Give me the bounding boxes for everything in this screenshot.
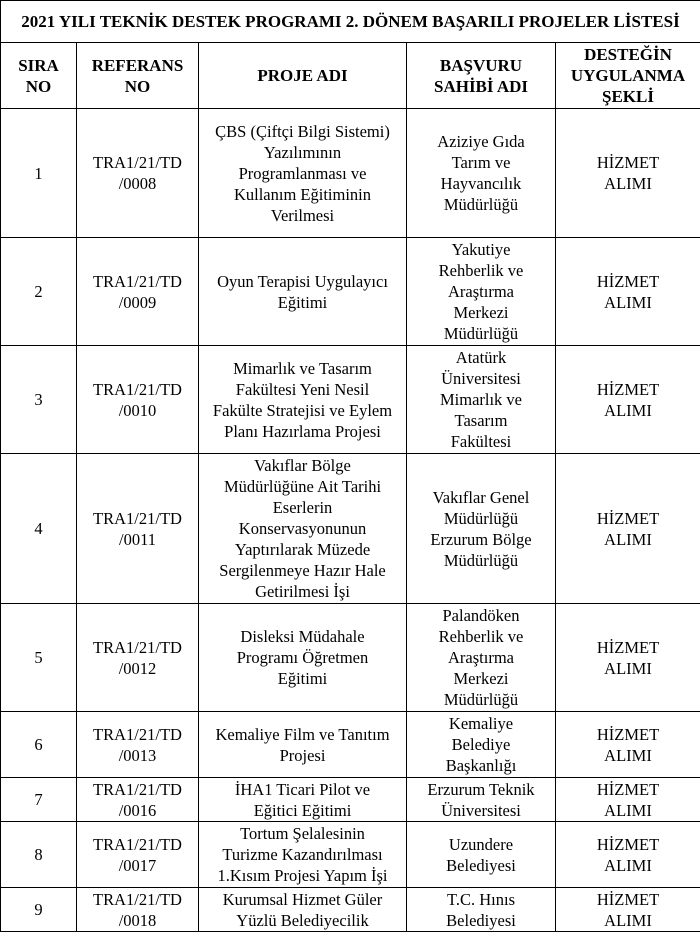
header-row [1,43,700,109]
destek-cell: HİZMET ALIMI [556,604,700,712]
header-basvuru-sahibi: BAŞVURU SAHİBİ ADI [407,43,556,109]
header-destek-sekli: DESTEĞİN UYGULANMA ŞEKLİ [556,43,700,109]
destek-cell: HİZMET ALIMI [556,888,700,932]
basvuru-cell: Yakutiye Rehberlik ve Araştırma Merkezi Müdürlüğü [407,238,556,346]
referans-cell: TRA1/21/TD /0018 [77,888,199,932]
referans-cell: TRA1/21/TD /0012 [77,604,199,712]
sira-cell: 5 [1,604,77,712]
title-row [1,1,700,43]
referans-cell: TRA1/21/TD /0017 [77,822,199,888]
table-row [1,888,700,932]
basvuru-cell: Kemaliye Belediye Başkanlığı [407,712,556,778]
proje-cell: İHA1 Ticari Pilot ve Eğitici Eğitimi [199,778,407,822]
table-row [1,454,700,604]
table-row [1,778,700,822]
table-row [1,346,700,454]
basvuru-cell: Uzundere Belediyesi [407,822,556,888]
destek-cell: HİZMET ALIMI [556,454,700,604]
referans-cell: TRA1/21/TD /0009 [77,238,199,346]
sira-cell: 2 [1,238,77,346]
referans-cell: TRA1/21/TD /0013 [77,712,199,778]
proje-cell: Kemaliye Film ve Tanıtım Projesi [199,712,407,778]
basvuru-cell: Palandöken Rehberlik ve Araştırma Merkezi Müdürlüğü [407,604,556,712]
basvuru-cell: Aziziye Gıda Tarım ve Hayvancılık Müdürlüğü [407,109,556,238]
referans-cell: TRA1/21/TD /0011 [77,454,199,604]
referans-cell: TRA1/21/TD /0016 [77,778,199,822]
header-proje-adi: PROJE ADI [199,43,407,109]
destek-cell: HİZMET ALIMI [556,778,700,822]
basvuru-cell: Atatürk Üniversitesi Mimarlık ve Tasarım Fakültesi [407,346,556,454]
proje-cell: Mimarlık ve Tasarım Fakültesi Yeni Nesil Fakülte Stratejisi ve Eylem Planı Hazırlama Projesi [199,346,407,454]
destek-cell: HİZMET ALIMI [556,109,700,238]
proje-cell: Tortum Şelalesinin Turizme Kazandırılması 1.Kısım Projesi Yapım İşi [199,822,407,888]
basvuru-cell: Erzurum Teknik Üniversitesi [407,778,556,822]
sira-cell: 4 [1,454,77,604]
destek-cell: HİZMET ALIMI [556,712,700,778]
table-row [1,822,700,888]
header-sira-no: SIRA NO [1,43,77,109]
document-title: 2021 YILI TEKNİK DESTEK PROGRAMI 2. DÖNEM BAŞARILI PROJELER LİSTESİ [1,1,700,43]
header-referans-no: REFERANS NO [77,43,199,109]
sira-cell: 3 [1,346,77,454]
proje-cell: Disleksi Müdahale Programı Öğretmen Eğitimi [199,604,407,712]
referans-cell: TRA1/21/TD /0010 [77,346,199,454]
basvuru-cell: Vakıflar Genel Müdürlüğü Erzurum Bölge Müdürlüğü [407,454,556,604]
proje-cell: Kurumsal Hizmet Güler Yüzlü Belediyecilik [199,888,407,932]
sira-cell: 6 [1,712,77,778]
sira-cell: 8 [1,822,77,888]
proje-cell: ÇBS (Çiftçi Bilgi Sistemi) Yazılımının Programlanması ve Kullanım Eğitiminin Verilmesi [199,109,407,238]
referans-cell: TRA1/21/TD /0008 [77,109,199,238]
proje-cell: Oyun Terapisi Uygulayıcı Eğitimi [199,238,407,346]
sira-cell: 7 [1,778,77,822]
destek-cell: HİZMET ALIMI [556,822,700,888]
table-row [1,109,700,238]
proje-cell: Vakıflar Bölge Müdürlüğüne Ait Tarihi Eserlerin Konservasyonunun Yaptırılarak Müzede Sergilenmeye Hazır Hale Getirilmesi İşi [199,454,407,604]
destek-cell: HİZMET ALIMI [556,346,700,454]
destek-cell: HİZMET ALIMI [556,238,700,346]
basvuru-cell: T.C. Hınıs Belediyesi [407,888,556,932]
sira-cell: 9 [1,888,77,932]
table-row [1,712,700,778]
table-row [1,604,700,712]
table-row [1,238,700,346]
sira-cell: 1 [1,109,77,238]
